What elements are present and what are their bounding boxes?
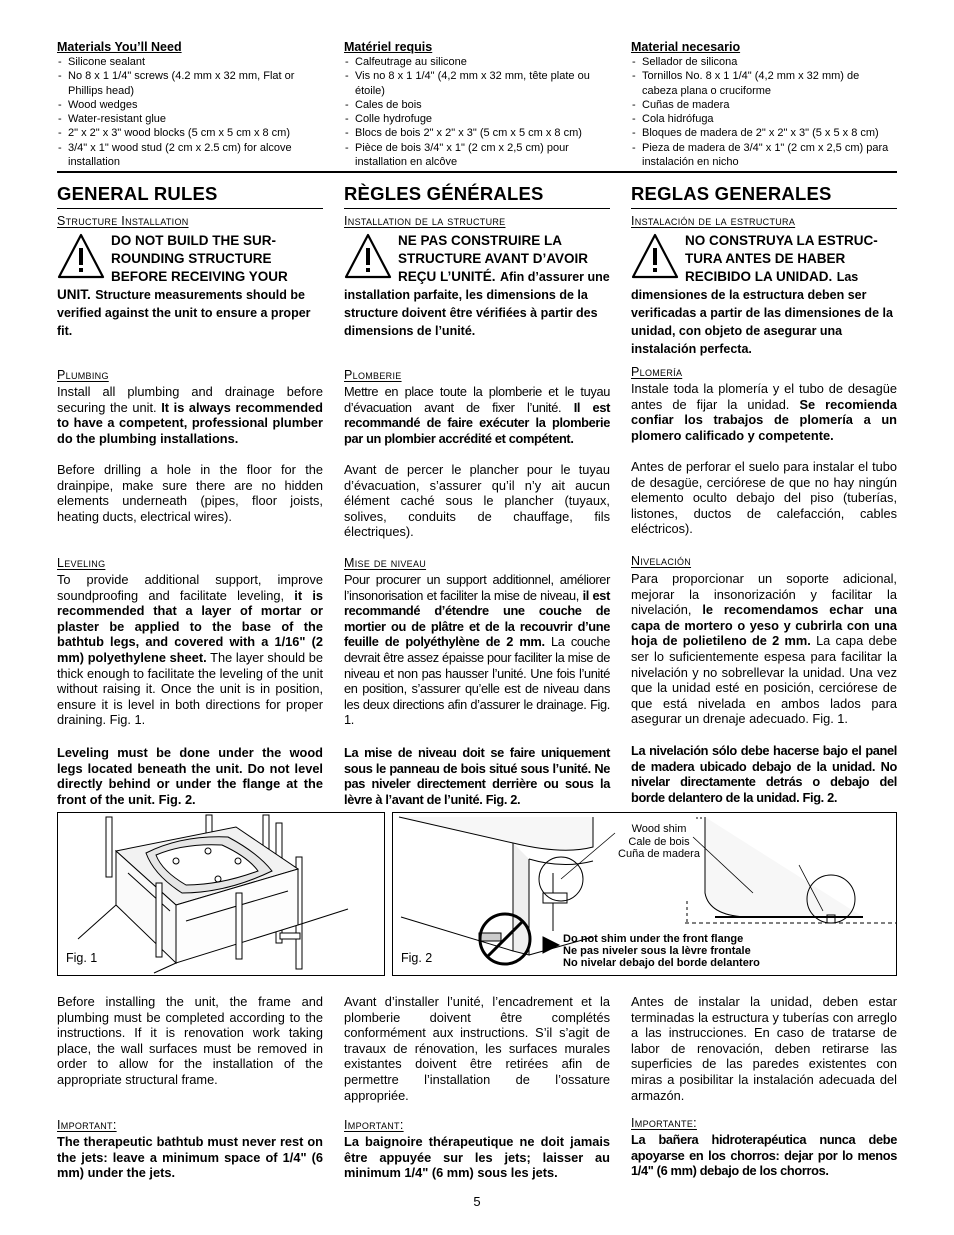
leveling-paragraph-es <box>631 571 897 727</box>
materials-fr <box>344 40 610 169</box>
list-item: - No 8 x 1 1/4" screws (4.2 mm x 32 mm, Flat or Phillips head) <box>57 69 323 98</box>
body-text: To provide additional support, improve soundproofing and facilitate leveling, <box>57 572 323 603</box>
warning-detail: Afin d’assurer une installation parfaite, les dimensions de la structure doivent être vérifiées à partir des dimensions de l’unité. <box>344 270 610 338</box>
list-item: - Colle hydrofuge <box>344 112 610 126</box>
important-paragraph-en: The therapeutic bathtub must never rest on the jets: leave a minimum space of 1/4" (6 mm) under the jets. <box>57 1134 323 1181</box>
warning-text: DO NOT BUILD THE SUR-ROUNDING STRUCTURE BEFORE RECEIVING YOUR UNIT. <box>57 233 288 302</box>
figure-2-label: Fig. 2 <box>401 951 433 965</box>
leveling-paragraph-en <box>57 572 323 728</box>
body-text: La couche devrait être assez épaisse pour faciliter la mise de niveau et non pas hausser l’unité. Une fois l’unité en position, s’assurer qu’elle est de niveau dans les deux directions afin d’assurer le drainage. Fig. 1. <box>344 634 611 728</box>
rules-fr <box>344 183 611 807</box>
list-item: - Calfeutrage au silicone <box>344 55 610 69</box>
plumbing-paragraph-fr <box>344 384 610 446</box>
materials-list-es <box>631 55 897 169</box>
leveling-note-es: La nivelación sólo debe hacerse bajo el panel de madera ubicado debajo de la unidad. No nivelar directamente detrás o debajo del borde delantero de la unidad. Fig. 2. <box>631 743 897 805</box>
install-paragraph-es: Antes de instalar la unidad, deben estar terminadas la estructura y tuberías con arreglo a las instrucciones. En caso de tratarse de labor de renovación, deben retirarse las superficies de las paredes existentes con miras a posibilitar la instalación adecuada del armazón. <box>631 994 897 1103</box>
section-title-es: REGLAS GENERALES <box>631 183 832 204</box>
important-heading-fr: Important: <box>344 1118 404 1132</box>
rules-es <box>631 183 898 805</box>
list-item: - 3/4" x 1" wood stud (2 cm x 2.5 cm) for alcove installation <box>57 141 323 170</box>
title-underline <box>631 208 897 209</box>
bathtub-frame-illustration <box>58 813 384 975</box>
materials-title-es: Material necesario <box>631 40 741 54</box>
drilling-paragraph-es: Antes de perforar el suelo para instalar el tubo de desagüe, cerciórese de que no hay ningún elemento oculto debajo del piso (tuberías, listones, ductos de calefacción, cables eléctricos). <box>631 459 897 537</box>
leveling-heading-es: Nivelación <box>631 554 692 568</box>
figure-1 <box>57 812 385 976</box>
leveling-note-en: Leveling must be done under the wood legs located beneath the unit. Do not level directly behind or under the flange at the front of the unit. Fig. 2. <box>57 745 323 807</box>
plumbing-heading-fr: Plomberie <box>344 368 402 382</box>
materials-list-fr <box>344 55 610 169</box>
title-underline <box>344 208 610 209</box>
leveling-note-fr: La mise de niveau doit se faire uniquement sous le panneau de bois situé sous l’unité. Ne pas niveler directement derrière ou sous la lèvre à l’avant de l’unité. Fig. 2. <box>344 745 610 807</box>
warning-triangle-icon <box>344 233 392 279</box>
list-item: - Cuñas de madera <box>631 98 897 112</box>
plumbing-heading-en: Plumbing <box>57 368 109 382</box>
body-text: The layer should be thick enough to facilitate the leveling of the unit without raising it. Once the unit is in position, ensure it is level in both directions for proper draining. Fig. 1. <box>57 649 323 728</box>
list-item: - Blocs de bois 2" x 2" x 3" (5 cm x 5 cm x 8 cm) <box>344 126 610 140</box>
body-text: Install all plumbing and drainage before securing the unit. <box>57 384 323 415</box>
drilling-paragraph-fr: Avant de percer le plancher pour le tuyau d’évacuation, s’assurer qu’il n’y ait aucun élément caché sous le plancher (tuyaux, solives, conduits de chauffage, fils électriques). <box>344 462 610 540</box>
warning-detail: Las dimensiones de la estructura deben ser verificadas a partir de las dimensiones de la unidad, con objeto de asegurar una instalación perfecta. <box>631 270 893 356</box>
materials-title-fr: Matériel requis <box>344 40 433 54</box>
list-item: - Wood wedges <box>57 98 323 112</box>
warning-text: NO CONSTRUYA LA ESTRUC-TURA ANTES DE HABER RECIBIDO LA UNIDAD. <box>685 233 878 284</box>
list-item: - Sellador de silicona <box>631 55 897 69</box>
structure-heading-fr: Installation de la structure <box>344 214 506 228</box>
warning-text: NE PAS CONSTRUIRE LA STRUCTURE AVANT D’AVOIR REÇU L’UNITÉ. <box>398 233 588 284</box>
body-text: La capa debe ser lo suficientemente espesa para facilitar la nivelación y no sobrellevar la unidad. Una vez que la unidad esté en posición, cerciórese de que está nivelada en ambos lados para asegurar un drenaje adecuado. Fig. 1. <box>631 633 897 727</box>
warning-detail: Structure measurements should be verified against the unit to ensure a proper fit. <box>57 288 311 338</box>
list-item: - Water-resistant glue <box>57 112 323 126</box>
figure-1-label: Fig. 1 <box>66 951 98 965</box>
notes-es <box>631 994 897 1179</box>
body-text-bold: le recomendamos echar una capa de mortero o yeso y cubrirla con una hoja de polietileno de 2 mm. <box>631 602 897 649</box>
warning-triangle-icon <box>57 233 105 279</box>
body-text: Pour procurer un support additionnel, améliorer l’insonorisation et faciliter la mise de niveau, <box>344 572 610 603</box>
list-item: - Bloques de madera de 2" x 2" x 3" (5 x 5 x 8 cm) <box>631 126 897 140</box>
body-text-bold: Se recomienda confiar los trabajos de plomería a un plomero calificado y competente. <box>631 396 898 443</box>
body-text: Instale toda la plomería y el tubo de desagüe antes de fijar la unidad. <box>631 381 897 412</box>
leveling-heading-en: Leveling <box>57 556 106 570</box>
leveling-heading-fr: Mise de niveau <box>344 556 427 570</box>
plumbing-paragraph-en <box>57 384 323 446</box>
rules-en <box>57 183 323 807</box>
list-item: - Tornillos No. 8 x 1 1/4" (4,2 mm x 32 mm) de cabeza plana o cruciforme <box>631 69 897 98</box>
body-text-bold: il est recommandé d’étendre une couche de mortier ou de plâtre et de la recouvrir d’une feuille de polyéthylène de 2 mm. <box>344 587 610 650</box>
materials-en <box>57 40 323 169</box>
important-paragraph-es: La bañera hidroterapéutica nunca debe apoyarse en los chorros: dejar por lo menos 1/4" (6 mm) debajo de los chorros. <box>631 1132 897 1179</box>
structure-heading-es: Instalación de la estructura <box>631 214 796 228</box>
structure-warning-es <box>631 232 897 358</box>
notes-fr <box>344 994 610 1181</box>
list-item: - Silicone sealant <box>57 55 323 69</box>
drilling-paragraph-en: Before drilling a hole in the floor for the drainpipe, make sure there are no hidden elements underneath (pipes, floor joists, heating ducts, electrical wires). <box>57 462 323 524</box>
warning-line: No nivelar debajo del borde delantero <box>563 957 760 970</box>
body-text: Para proporcionar un soporte adicional, mejorar la insonorización y facilitar la nivelación, <box>631 571 897 618</box>
no-shim-warning <box>563 933 760 970</box>
warning-line: Do not shim under the front flange <box>563 933 744 945</box>
materials-title-en: Materials You’ll Need <box>57 40 182 54</box>
page-number: 5 <box>473 1194 481 1209</box>
important-paragraph-fr: La baignoire thérapeutique ne doit jamais être appuyée sur les jets; laisser au minimum 1/4" (6 mm) sous les jets. <box>344 1134 610 1181</box>
body-text-bold: it is recommended that a layer of mortar or plaster be applied to the base of the bathtub legs, and covered with a 1/16" (2 mm) polyethylene sheet. <box>57 587 323 665</box>
body-text-bold: It is always recommended to have a competent, professional plumber do the plumbing installations. <box>57 399 323 446</box>
callout-text: Wood shim <box>631 823 687 835</box>
callout-text: Cuña de madera <box>618 848 700 860</box>
callout-text: Cale de bois <box>628 835 690 848</box>
install-paragraph-fr: Avant d’installer l’unité, l’encadrement et la plomberie doivent être complétés conformément aux instructions. S’il s’agit de travaux de rénovation, les surfaces murales existantes doivent être retirées afin de permettre l’installation de l’ossature appropriée. <box>344 994 610 1103</box>
structure-warning-en <box>57 232 323 340</box>
important-heading-es: Importante: <box>631 1116 697 1130</box>
list-item: - Pièce de bois 3/4" x 1" (2 cm x 2,5 cm) pour installation en alcôve <box>344 141 610 170</box>
notes-en <box>57 994 323 1181</box>
list-item: - Cales de bois <box>344 98 610 112</box>
section-divider <box>57 171 897 173</box>
body-text-bold: Il est recommandé de faire exécuter la plomberie par un plombier accrédité et compétent. <box>344 399 611 446</box>
list-item: - Pieza de madera de 3/4" x 1" (2 cm x 2,5 cm) para instalación en nicho <box>631 141 897 170</box>
important-heading-en: Important: <box>57 1118 117 1132</box>
title-underline <box>57 208 323 209</box>
section-title-fr: RÈGLES GÉNÉRALES <box>344 183 544 204</box>
materials-list-en <box>57 55 323 169</box>
body-text: Mettre en place toute la plomberie et le tuyau d’évacuation avant de fixer l’unité. <box>344 384 610 415</box>
plumbing-heading-es: Plomería <box>631 365 683 379</box>
warning-triangle-icon <box>631 233 679 279</box>
list-item: - 2" x 2" x 3" wood blocks (5 cm x 5 cm x 8 cm) <box>57 126 323 140</box>
wood-shim-callout <box>607 823 711 861</box>
list-item: - Cola hidrófuga <box>631 112 897 126</box>
plumbing-paragraph-es <box>631 381 897 443</box>
section-title-en: GENERAL RULES <box>57 183 218 204</box>
list-item: - Vis no 8 x 1 1/4" (4,2 mm x 32 mm, tête plate ou étoile) <box>344 69 610 98</box>
install-paragraph-en: Before installing the unit, the frame and plumbing must be completed according to the instructions. If it is renovation work taking place, the wall surfaces must be removed in order to allow for the installation of the appropriate structural frame. <box>57 994 323 1087</box>
leveling-paragraph-fr <box>344 572 610 728</box>
structure-heading-en: Structure Installation <box>57 214 189 228</box>
figure-2 <box>392 812 897 976</box>
materials-es <box>631 40 897 169</box>
structure-warning-fr <box>344 232 610 340</box>
warning-line: Ne pas niveler sous la lèvre frontale <box>563 945 751 958</box>
